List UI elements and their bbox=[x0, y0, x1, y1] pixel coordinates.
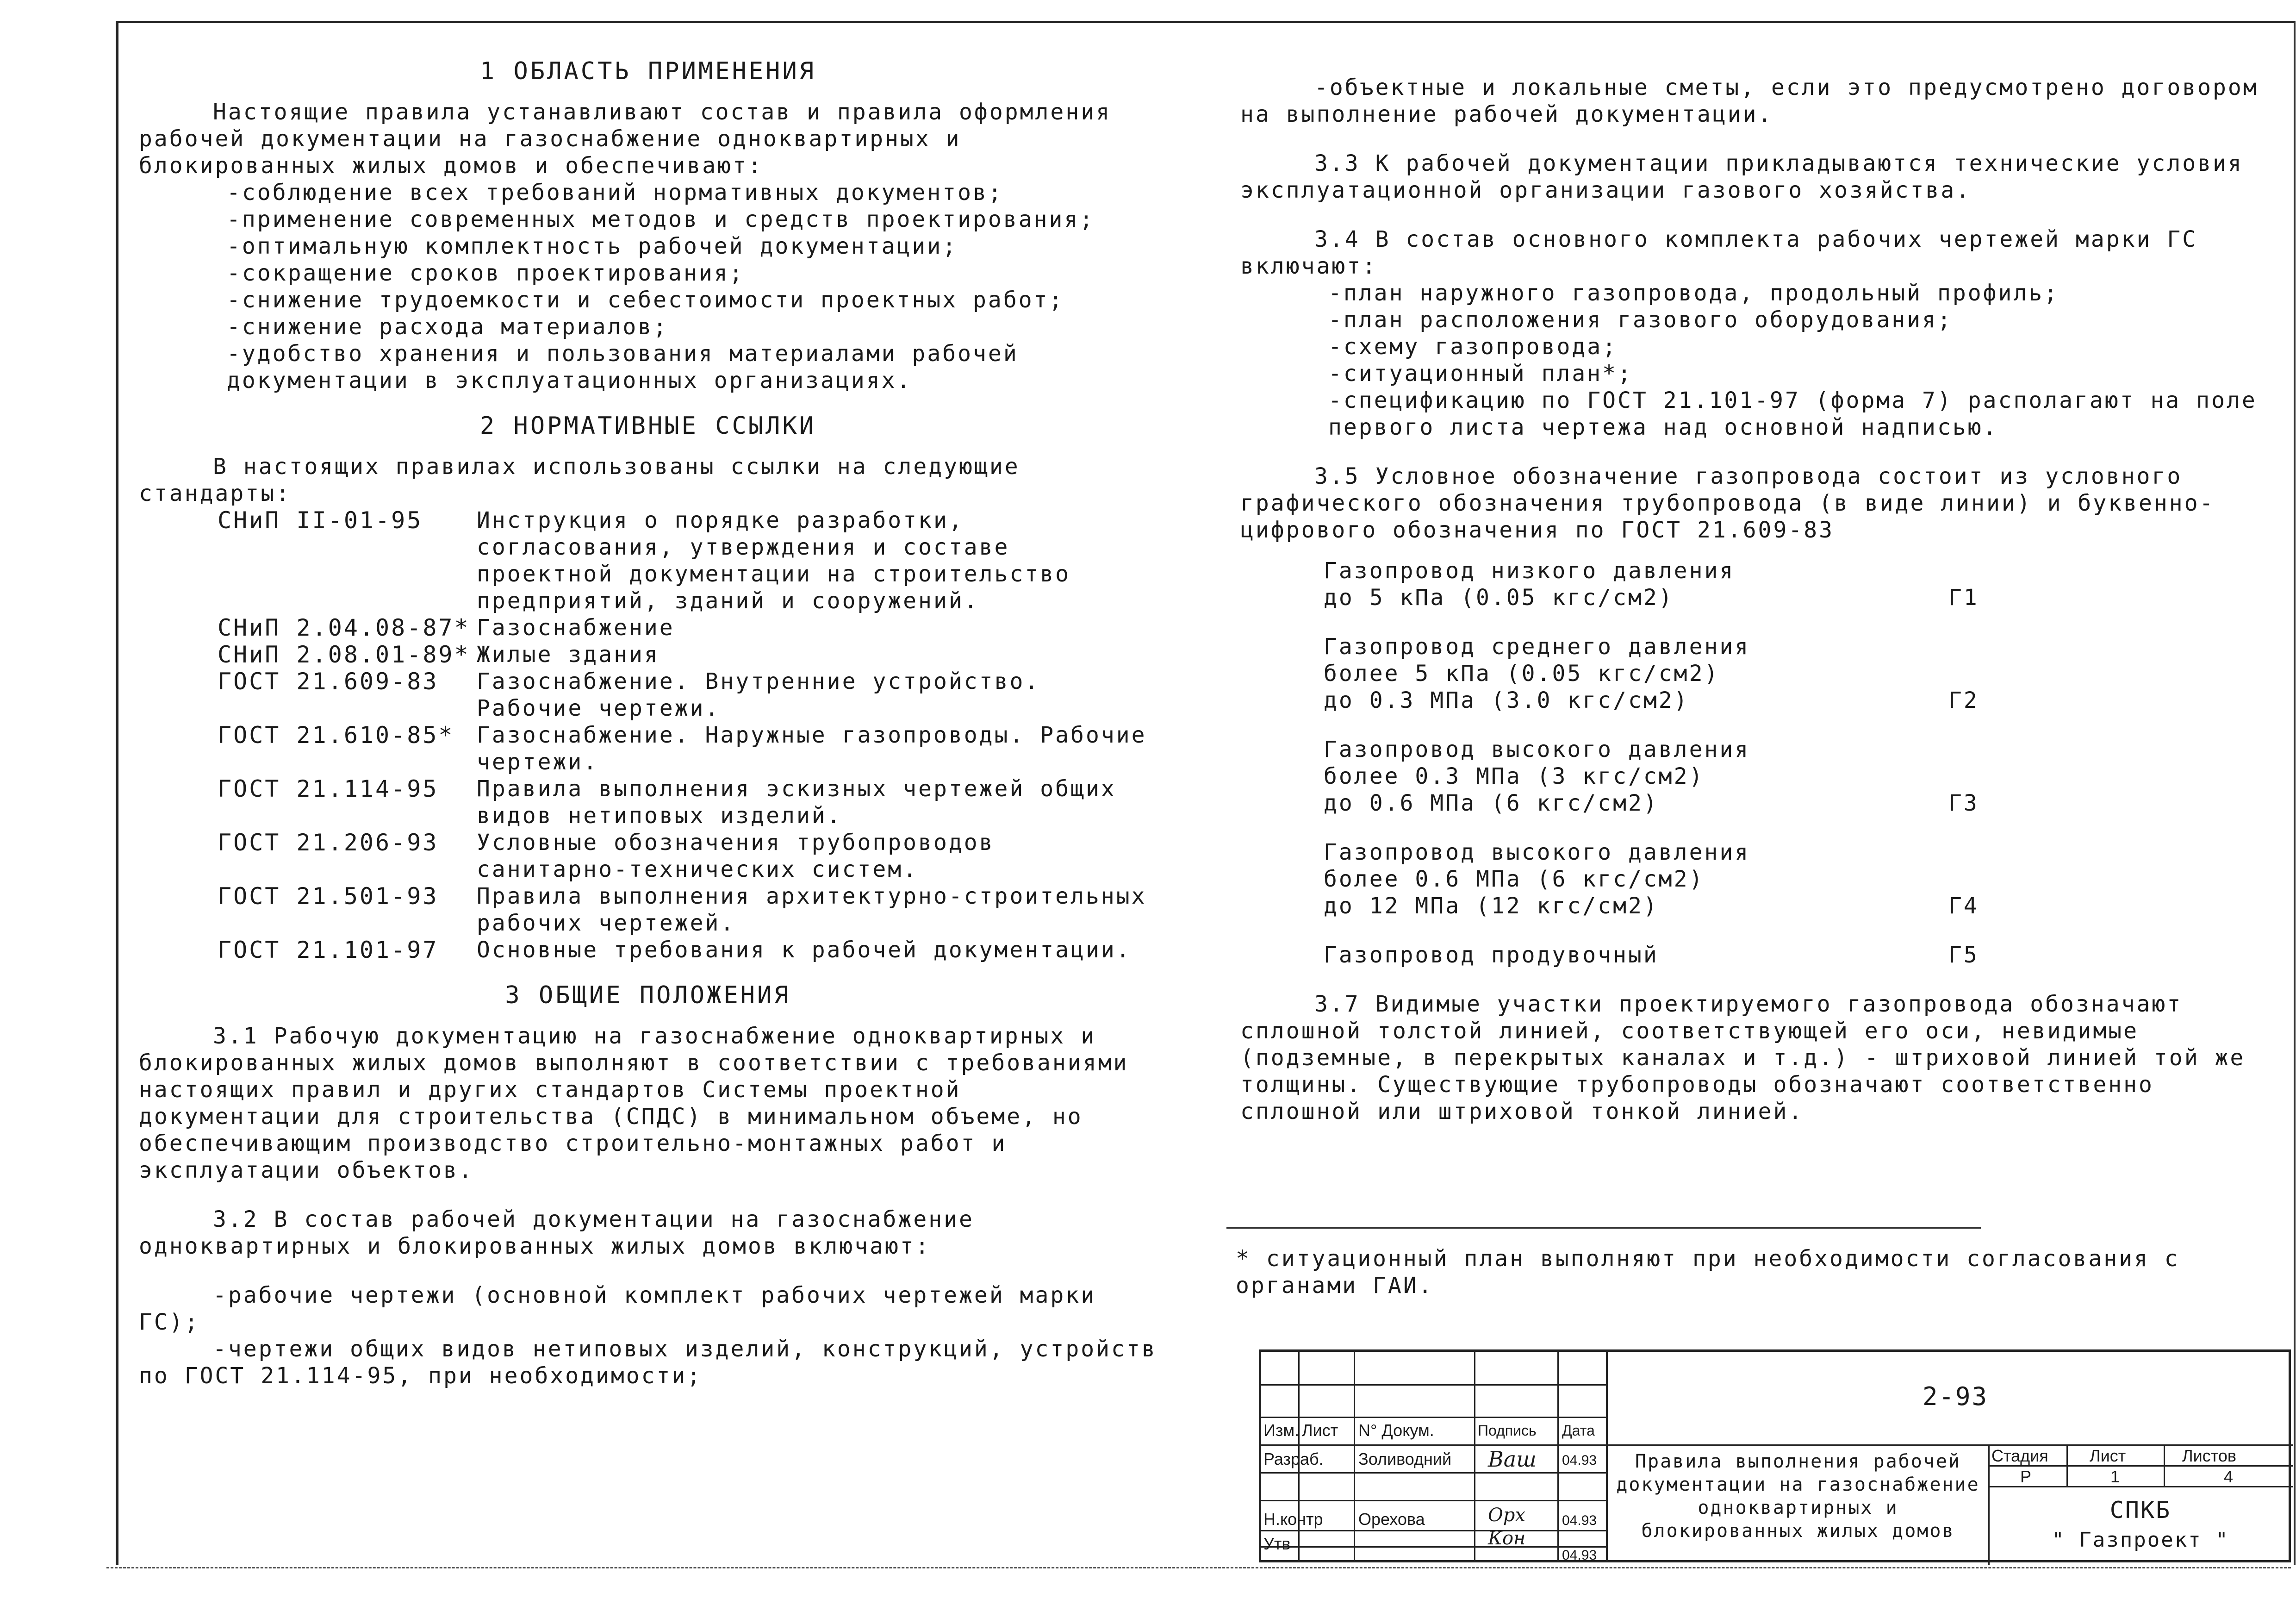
paragraph-3-1: 3.1 Рабочую документацию на газоснабжение одноквартирных и блокированных жилых домов выполняют в соответствии с требованиями настоящих правил и других стандартов Системы проектной документации для строительства (СПДС) в минимальном объеме, но обеспечивающим производство строительно-монтажных работ и эксплуатации объектов. bbox=[139, 1023, 1129, 1183]
gas-line: Газопровод низкого давления bbox=[1324, 558, 1735, 584]
paragraph-3-4-item: -спецификацию по ГОСТ 21.101-97 (форма 7) располагают на поле первого листа чертежа над основной надписью. bbox=[1328, 387, 2257, 440]
gas-line: более 5 кПа (0.05 кгс/см2) bbox=[1324, 661, 1720, 687]
ref-text: Жилые здания bbox=[477, 642, 660, 668]
nkontr-signature: Орх bbox=[1488, 1505, 1525, 1526]
ref-text: Условные обозначения трубопроводов санитарно-технических систем. bbox=[477, 830, 995, 882]
section-2-intro: В настоящих правилах использованы ссылки на следующие стандарты: bbox=[139, 454, 1020, 506]
ref-text: Газоснабжение. Наружные газопроводы. Рабочие чертежи. bbox=[477, 722, 1147, 775]
listov-value: 4 bbox=[2224, 1467, 2234, 1486]
header-list: Лист bbox=[1302, 1421, 1338, 1440]
document-code: 2-93 bbox=[1922, 1382, 1989, 1411]
ref-text: Правила выполнения эскизных чертежей общих видов нетиповых изделий. bbox=[477, 776, 1116, 829]
header-izm: Изм. bbox=[1263, 1421, 1300, 1440]
paragraph-3-4-item: -ситуационный план*; bbox=[1328, 361, 1633, 387]
gas-line: более 0.3 МПа (3 кгс/см2) bbox=[1324, 763, 1705, 789]
footnote: * ситуационный план выполняют при необходимости согласования с органами ГАИ. bbox=[1236, 1246, 2180, 1299]
nkontr-date: 04.93 bbox=[1562, 1513, 1597, 1528]
paragraph-3-7: 3.7 Видимые участки проектируемого газопровода обозначают сплошной толстой линией, соответствующей его оси, невидимые (подземные, в перекрытых каналах и т.д.) - штриховой линией той же толщины. Существующие трубопроводы обозначают соответственно сплошной или штриховой тонкой линией. bbox=[1240, 991, 2246, 1124]
gas-pipe-desc bbox=[1324, 736, 1948, 817]
razrab-signature: Ваш bbox=[1488, 1447, 1537, 1472]
paragraph-3-4: 3.4 В состав основного комплекта рабочих чертежей марки ГС включают: bbox=[1240, 226, 2198, 279]
ref-text: Инструкция о порядке разработки, согласования, утверждения и составе проектной документации на строительство предприятий, зданий и сооружений. bbox=[477, 507, 1071, 614]
gas-pipe-desc bbox=[1324, 557, 1948, 611]
stadiya-label: Стадия bbox=[1991, 1446, 2048, 1465]
ref-text: Газоснабжение bbox=[477, 615, 675, 641]
header-podpis: Подпись bbox=[1478, 1422, 1537, 1439]
section-1-title: 1 ОБЛАСТЬ ПРИМЕНЕНИЯ bbox=[479, 57, 816, 85]
section-3-title: 3 ОБЩИЕ ПОЛОЖЕНИЯ bbox=[505, 981, 791, 1009]
ref-code: СНиП 2.04.08-87* bbox=[218, 614, 470, 641]
header-ndoc: N° Докум. bbox=[1358, 1421, 1434, 1440]
ref-code: ГОСТ 21.206-93 bbox=[218, 829, 439, 856]
gas-line: Газопровод среднего давления bbox=[1324, 634, 1750, 660]
nkontr-label: Н.контр bbox=[1263, 1510, 1323, 1529]
section-2-title: 2 НОРМАТИВНЫЕ ССЫЛКИ bbox=[479, 412, 816, 440]
section-1-item: -оптимальную комплектность рабочей документации; bbox=[227, 233, 958, 259]
gas-pipe-code: Г5 bbox=[1948, 942, 1979, 968]
ref-code: ГОСТ 21.101-97 bbox=[218, 937, 439, 963]
reference-list bbox=[139, 507, 1157, 963]
gas-pipe-designation-table bbox=[1240, 557, 2268, 991]
title-block bbox=[1259, 1349, 2291, 1562]
gas-line: до 5 кПа (0.05 кгс/см2) bbox=[1324, 585, 1674, 611]
paragraph-3-2-item: -чертежи общих видов нетиповых изделий, конструкций, устройств по ГОСТ 21.114-95, при необходимости; bbox=[139, 1336, 1157, 1389]
razrab-label: Разраб. bbox=[1263, 1449, 1324, 1468]
gas-pipe-code: Г2 bbox=[1948, 687, 1979, 713]
ref-code: СНиП II-01-95 bbox=[218, 507, 423, 534]
ref-text: Газоснабжение. Внутренние устройство. Рабочие чертежи. bbox=[477, 668, 1040, 721]
section-1-item: -применение современных методов и средств проектирования; bbox=[227, 206, 1095, 232]
ref-text: Основные требования к рабочей документации. bbox=[477, 937, 1132, 963]
gas-pipe-code: Г3 bbox=[1948, 790, 1979, 816]
paragraph-3-2: 3.2 В состав рабочей документации на газоснабжение одноквартирных и блокированных жилых домов включают: bbox=[139, 1206, 974, 1259]
gas-pipe-desc bbox=[1324, 839, 1948, 919]
section-1-item: -соблюдение всех требований нормативных документов; bbox=[227, 180, 1003, 206]
gas-line: до 0.3 МПа (3.0 кгс/см2) bbox=[1324, 687, 1689, 713]
ref-code: ГОСТ 21.609-83 bbox=[218, 668, 439, 695]
gas-line: Газопровод высокого давления bbox=[1324, 839, 1750, 865]
document-title: Правила выполнения рабочей документации на газоснабжение одноквартирных и блокированных жилых домов bbox=[1616, 1451, 1980, 1542]
header-data: Дата bbox=[1562, 1422, 1595, 1439]
ref-code: ГОСТ 21.501-93 bbox=[218, 883, 439, 910]
razrab-date: 04.93 bbox=[1562, 1453, 1597, 1468]
paragraph-3-2-item: -рабочие чертежи (основной комплект рабочих чертежей марки ГС); bbox=[139, 1282, 1096, 1335]
nkontr-name: Орехова bbox=[1358, 1510, 1425, 1529]
gas-pipe-desc bbox=[1324, 942, 1948, 968]
organization-subname: " Газпроект " bbox=[2052, 1528, 2229, 1552]
utv-label: Утв bbox=[1263, 1534, 1291, 1553]
paragraph-3-4-item: -план расположения газового оборудования; bbox=[1328, 307, 1953, 333]
bottom-edge-rule bbox=[106, 1567, 2291, 1568]
stadiya-value: Р bbox=[2020, 1467, 2032, 1486]
list-value: 1 bbox=[2110, 1467, 2120, 1486]
footnote-rule bbox=[1226, 1227, 1981, 1229]
utv-signature: Кон bbox=[1488, 1528, 1526, 1549]
gas-line: Газопровод продувочный bbox=[1324, 942, 1659, 968]
gas-line: Газопровод высокого давления bbox=[1324, 737, 1750, 762]
ref-code: ГОСТ 21.114-95 bbox=[218, 775, 439, 802]
organization-name: СПКБ bbox=[2109, 1497, 2172, 1524]
gas-line: до 0.6 МПа (6 кгс/см2) bbox=[1324, 790, 1659, 816]
ref-code: СНиП 2.08.01-89* bbox=[218, 641, 470, 668]
razrab-name: Золиводний bbox=[1358, 1449, 1452, 1468]
listov-label: Листов bbox=[2182, 1446, 2236, 1465]
ref-text: Правила выполнения архитектурно-строительных рабочих чертежей. bbox=[477, 883, 1147, 936]
continued-item: -объектные и локальные сметы, если это предусмотрено договором на выполнение рабочей документации. bbox=[1240, 75, 2259, 127]
gas-pipe-code: Г1 bbox=[1948, 585, 1979, 611]
paragraph-3-3: 3.3 К рабочей документации прикладываются технические условия эксплуатационной организации газового хозяйства. bbox=[1240, 150, 2243, 203]
left-column bbox=[139, 58, 1157, 1389]
right-column bbox=[1240, 74, 2268, 1125]
gas-pipe-desc bbox=[1324, 633, 1948, 714]
list-label: Лист bbox=[2090, 1446, 2126, 1465]
paragraph-3-5: 3.5 Условное обозначение газопровода состоит из условного графического обозначения трубопровода (в виде линии) и буквенно-цифрового обозначения по ГОСТ 21.609-83 bbox=[1240, 463, 2215, 543]
utv-date: 04.93 bbox=[1562, 1548, 1597, 1563]
section-1-intro: Настоящие правила устанавливают состав и правила оформления рабочей документации на газоснабжение одноквартирных и блокированных жилых домов и обеспечивают: bbox=[139, 99, 1112, 179]
section-1-item: -снижение трудоемкости и себестоимости проектных работ; bbox=[227, 287, 1064, 313]
gas-line: более 0.6 МПа (6 кгс/см2) bbox=[1324, 866, 1705, 892]
section-1-item: -снижение расхода материалов; bbox=[227, 314, 669, 340]
section-1-item: -сокращение сроков проектирования; bbox=[227, 260, 745, 286]
ref-code: ГОСТ 21.610-85* bbox=[218, 722, 454, 749]
gas-line: до 12 МПа (12 кгс/см2) bbox=[1324, 893, 1659, 919]
paragraph-3-4-item: -схему газопровода; bbox=[1328, 334, 1618, 360]
gas-pipe-code: Г4 bbox=[1948, 893, 1979, 919]
paragraph-3-4-item: -план наружного газопровода, продольный профиль; bbox=[1328, 280, 2060, 306]
section-1-item: -удобство хранения и пользования материалами рабочей документации в эксплуатационных организациях. bbox=[227, 341, 1019, 394]
